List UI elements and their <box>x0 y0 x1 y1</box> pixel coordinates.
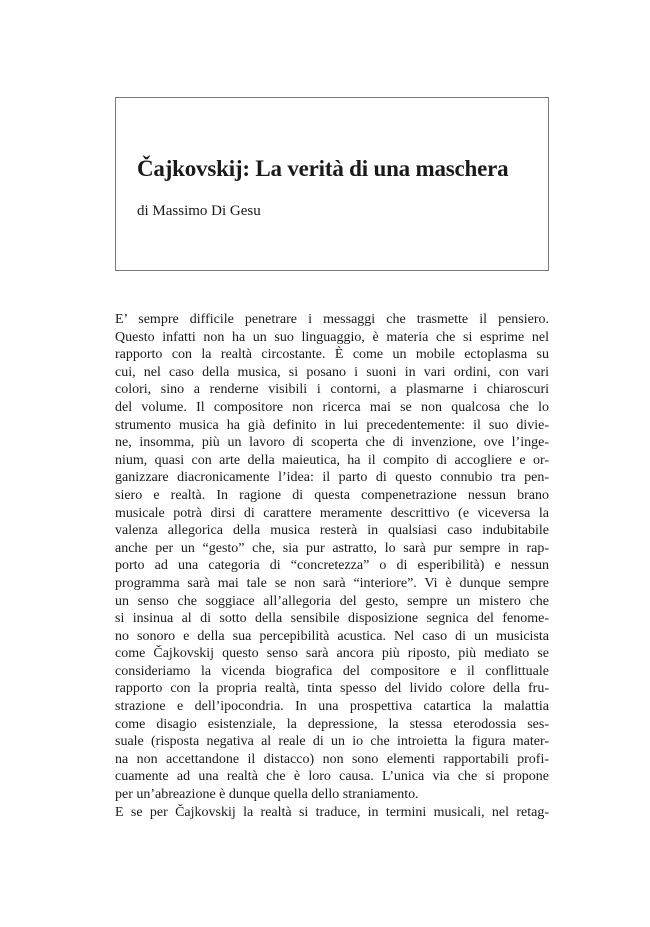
body-line: rapporto con la propria realtà, tinta spesso del livido colore della fru- <box>115 681 549 697</box>
body-line: cui, nel caso della musica, si posano i suoni in vari ordini, con vari <box>115 364 549 380</box>
body-line: un senso che soggiace all’allegoria del gesto, sempre un mistero che <box>115 593 549 609</box>
body-line: consideriamo la vicenda biografica del compositore e il conflittuale <box>115 663 549 679</box>
body-line: anche per un “gesto” che, sia pur astratto, lo sarà pur sempre in rap- <box>115 540 549 556</box>
body-line: programma sarà mai tale se non sarà “interiore”. Vi è dunque sempre <box>115 575 549 591</box>
body-line: musicale potrà dirsi di carattere meramente descrittivo (e viceversa la <box>115 505 549 521</box>
article-title: Čajkovskij: La verità di una maschera <box>137 156 509 181</box>
body-line: Questo infatti non ha un suo linguaggio, è materia che si esprime nel <box>115 329 549 345</box>
body-line: porto ad una categoria di “concretezza” o di esperibilità) e nessun <box>115 558 549 574</box>
body-line: rapporto con la realtà circostante. È come un mobile ectoplasma su <box>115 347 549 363</box>
body-line: come disagio esistenziale, la depressione, la stessa eterodossia ses- <box>115 716 549 732</box>
body-line: ne, insomma, più un lavoro di scoperta che di invenzione, ove l’inge- <box>115 435 549 451</box>
body-line: valenza allegorica della musica resterà in qualsiasi caso indubitabile <box>115 523 549 539</box>
article-author: di Massimo Di Gesu <box>137 203 261 219</box>
body-line: E se per Čajkovskij la realtà si traduce, in termini musicali, nel retag- <box>115 804 549 820</box>
body-line: come Čajkovskij questo senso sarà ancora più riposto, più mediato se <box>115 646 549 662</box>
body-line: nium, quasi con arte della maieutica, ha il compito di accogliere e or- <box>115 452 549 468</box>
body-line: strumento musica ha già definito in lui precedentemente: il suo divie- <box>115 417 549 433</box>
article-body <box>115 311 549 821</box>
body-line: no sonoro e della sua percepibilità acustica. Nel caso di un musicista <box>115 628 549 644</box>
body-line: colori, sino a renderne visibili i contorni, a plasmarne i chiaroscuri <box>115 382 549 398</box>
body-line: suale (risposta negativa al reale di un io che introietta la figura mater- <box>115 734 549 750</box>
body-line: cuamente ad una realtà che è loro causa. L’unica via che si propone <box>115 769 549 785</box>
body-line: ganizzare diacronicamente l’idea: il parto di questo connubio tra pen- <box>115 470 549 486</box>
body-line: E’ sempre difficile penetrare i messaggi che trasmette il pensiero. <box>115 312 549 327</box>
body-line: del volume. Il compositore non ricerca mai se non qualcosa che lo <box>115 399 549 415</box>
body-line: na non accettandone il distacco) non sono elementi rapportabili profi- <box>115 751 549 767</box>
body-line: si insinua al di sotto della sensibile disposizione segnica del fenome- <box>115 611 549 627</box>
body-line: per un’abreazione è dunque quella dello straniamento. <box>115 787 419 803</box>
body-line: strazione e dell’ipocondria. In una prospettiva catartica la malattia <box>115 699 549 715</box>
body-line: siero e realtà. In ragione di questa compenetrazione nessun brano <box>115 487 549 503</box>
title-box <box>115 97 549 271</box>
